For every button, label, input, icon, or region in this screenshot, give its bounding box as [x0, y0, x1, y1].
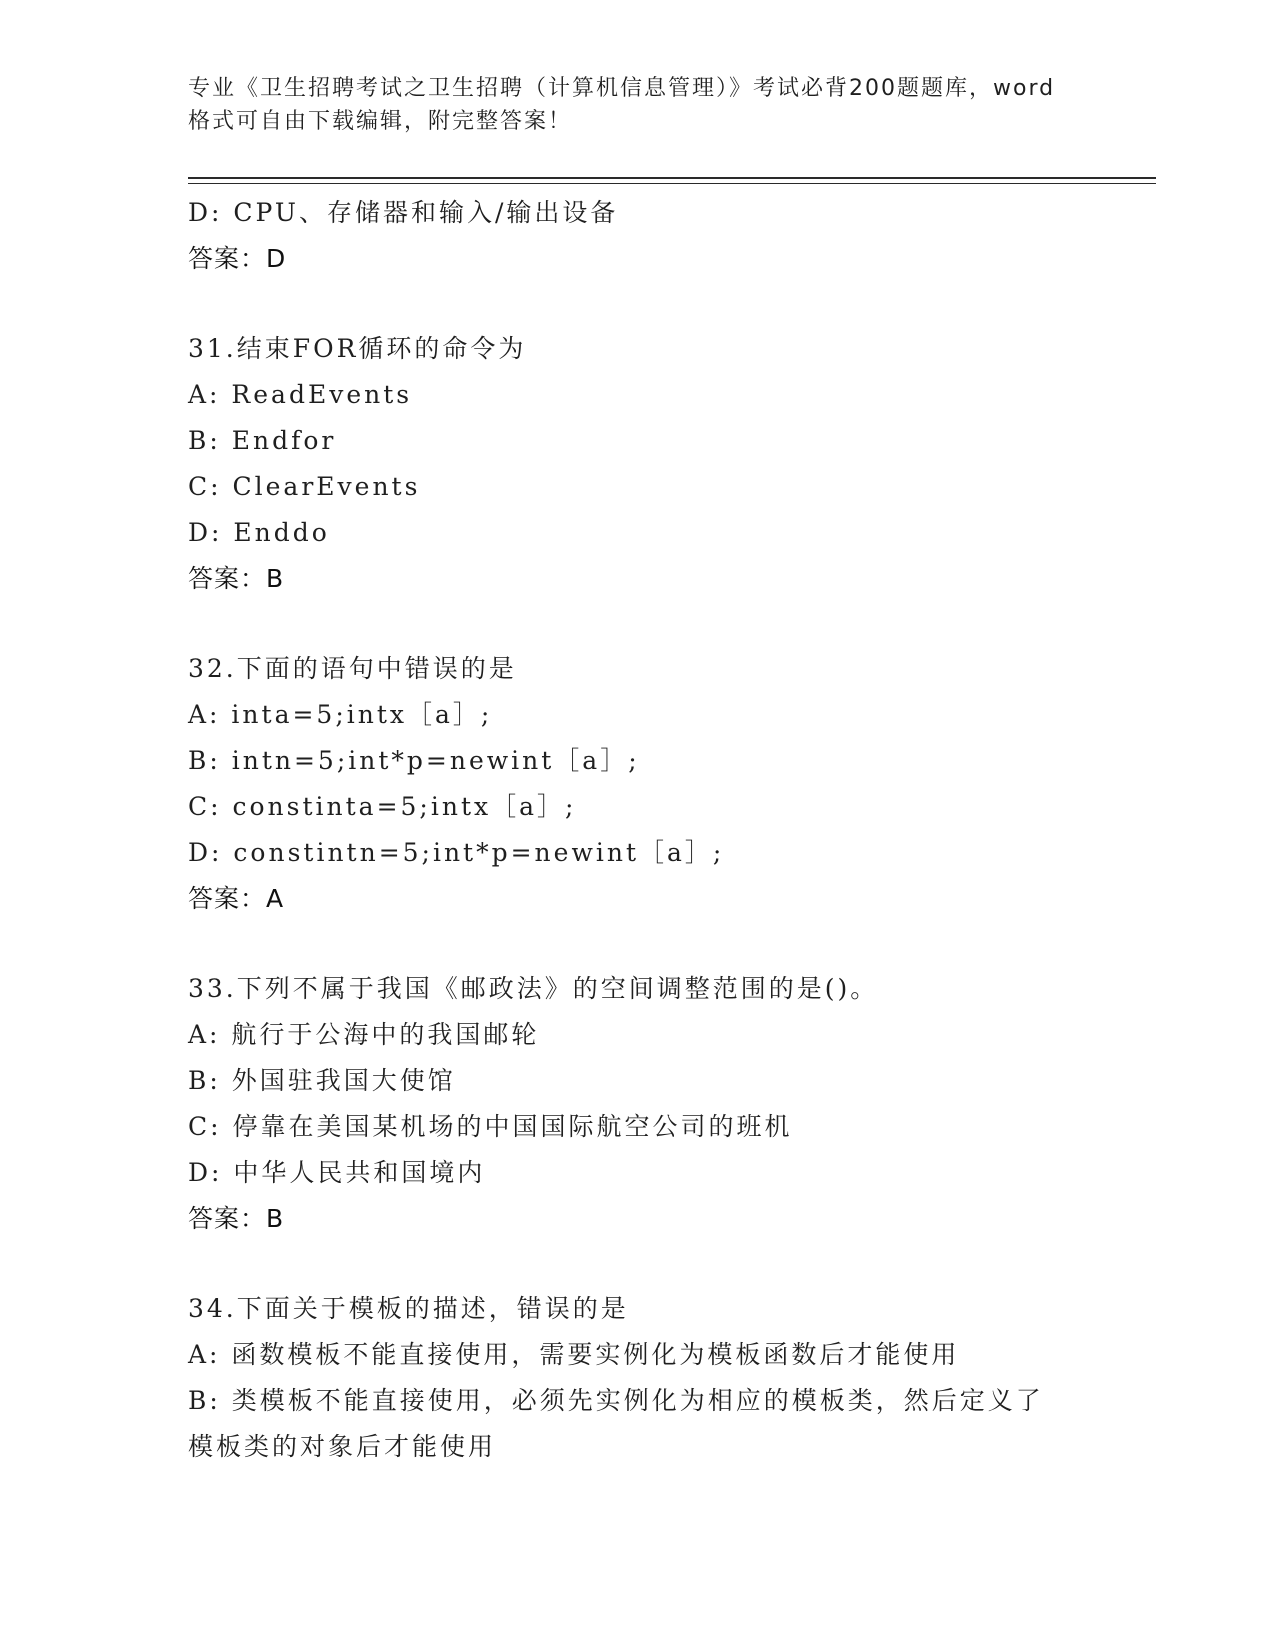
option-a: A: 航行于公海中的我国邮轮	[188, 1020, 540, 1049]
question-text: 33.下列不属于我国《邮政法》的空间调整范围的是()。	[188, 974, 879, 1003]
option-d: D: Enddo	[188, 518, 330, 547]
question-text: 32.下面的语句中错误的是	[188, 654, 517, 683]
spacer	[188, 282, 1088, 326]
question-text: 31.结束FOR循环的命令为	[188, 334, 527, 363]
question-text: 34.下面关于模板的描述，错误的是	[188, 1294, 629, 1323]
spacer	[188, 602, 1088, 646]
option-b: B: Endfor	[188, 426, 337, 455]
question-block-31	[188, 326, 1088, 602]
option-a: A: inta=5;intx［a］;	[188, 700, 493, 729]
document-header	[188, 72, 1088, 138]
answer-line: 答案：A	[188, 884, 285, 913]
option-d: D: CPU、存储器和输入/输出设备	[188, 198, 619, 227]
option-b: B: intn=5;int*p=newint［a］;	[188, 746, 640, 775]
header-divider-thick	[188, 177, 1156, 179]
option-c: C: constinta=5;intx［a］;	[188, 792, 577, 821]
option-a: A: ReadEvents	[188, 380, 413, 409]
option-b: B: 类模板不能直接使用，必须先实例化为相应的模板类，然后定义了	[188, 1386, 1044, 1415]
spacer	[188, 922, 1088, 966]
header-divider-thin	[188, 183, 1156, 184]
option-c: C: 停靠在美国某机场的中国国际航空公司的班机	[188, 1112, 793, 1141]
question-block-34	[188, 1286, 1088, 1470]
answer-line: 答案：B	[188, 1204, 285, 1233]
option-d: D: 中华人民共和国境内	[188, 1158, 486, 1187]
header-line-1: 专业《卫生招聘考试之卫生招聘（计算机信息管理）》考试必背200题题库，word	[188, 76, 1056, 101]
option-d: D: constintn=5;int*p=newint［a］;	[188, 838, 725, 867]
spacer	[188, 1242, 1088, 1286]
option-b-continuation: 模板类的对象后才能使用	[188, 1432, 497, 1461]
question-block-33	[188, 966, 1088, 1242]
option-c: C: ClearEvents	[188, 472, 421, 501]
answer-line: 答案：D	[188, 244, 287, 273]
option-b: B: 外国驻我国大使馆	[188, 1066, 456, 1095]
answer-line: 答案：B	[188, 564, 285, 593]
header-line-2: 格式可自由下载编辑，附完整答案！	[188, 109, 573, 134]
question-block-30-tail	[188, 190, 1088, 282]
option-a: A: 函数模板不能直接使用，需要实例化为模板函数后才能使用	[188, 1340, 960, 1369]
question-block-32	[188, 646, 1088, 922]
question-list	[188, 190, 1088, 1470]
